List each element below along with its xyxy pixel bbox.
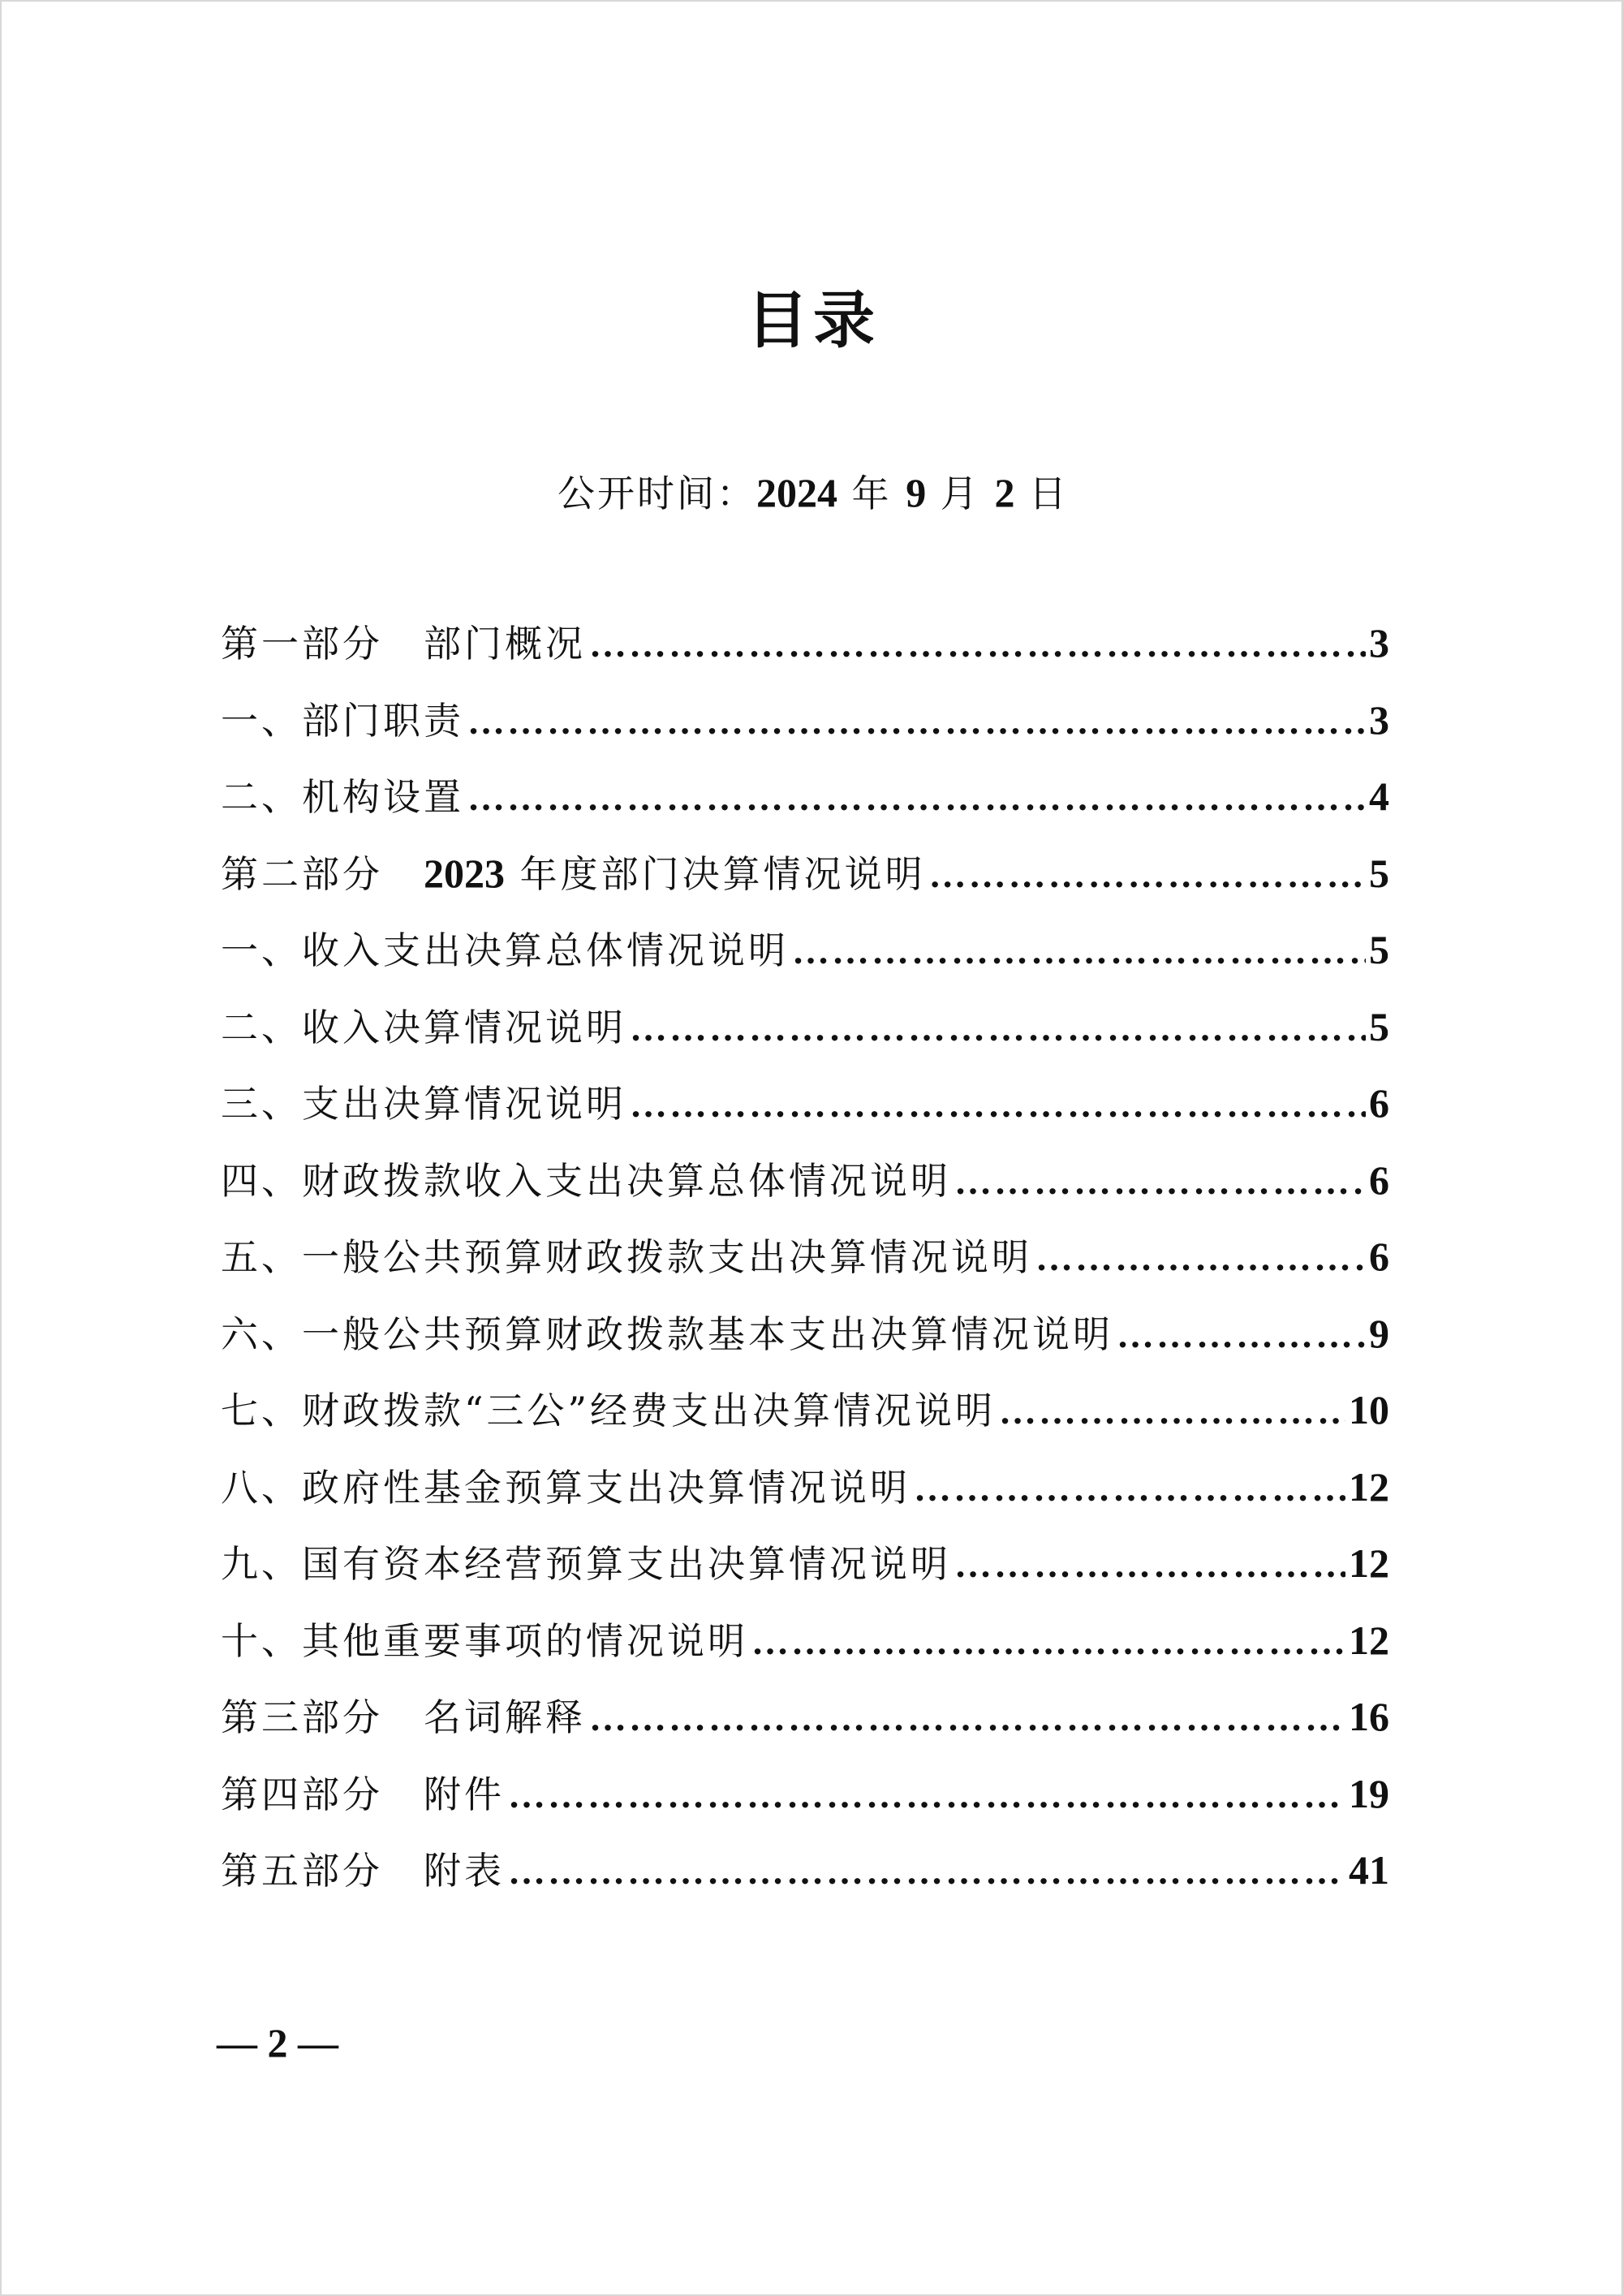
toc-entry-expenditure[interactable] [221,1080,1389,1160]
dot-leader [508,1853,1345,1890]
toc-entry-label-suffix: 年度部门决算情况说明 [505,851,926,896]
dot-leader [508,1777,1345,1814]
publish-date [2,472,1623,513]
toc-entry-page: 12 [1349,1540,1389,1586]
toc-entry-state-capital[interactable] [221,1540,1389,1620]
toc-entry-label: 七、财政拨款“三公”经费支出决算情况说明 [221,1389,997,1432]
publish-year-unit: 年 [837,472,906,515]
dot-leader [1035,1239,1366,1277]
dot-leader [589,1699,1345,1737]
toc-entry-label: 一、收入支出决算总体情况说明 [221,928,789,972]
page-number: — 2 — [217,2020,338,2066]
toc-entry-part1[interactable] [221,622,1389,700]
toc-entry-page: 6 [1369,1157,1389,1203]
toc-entry-page: 19 [1349,1770,1389,1816]
toc-entry-label: 第五部分 附表 [221,1849,505,1893]
publish-year: 2024 [756,470,837,515]
toc-entry-page: 9 [1369,1310,1389,1356]
toc-entry-income[interactable] [221,1003,1389,1083]
toc-entry-label: 第四部分 附件 [221,1772,505,1816]
toc-entry-page: 3 [1369,620,1389,666]
toc-entry-page: 6 [1369,1234,1389,1279]
toc-entry-overall[interactable] [221,929,1389,1006]
toc-entry-fiscal-overall[interactable] [221,1157,1389,1237]
publish-month-unit: 月 [926,472,995,515]
toc-entry-label-year: 2023 [424,850,505,896]
publish-date-label: 公开时间： [557,472,756,515]
dot-leader [630,1010,1366,1047]
dot-leader [999,1393,1345,1430]
toc-entry-label: 一、部门职责 [221,698,464,743]
toc-entry-page: 5 [1369,927,1389,972]
page-title: 目录 [747,284,880,356]
toc-entry-other-matters[interactable] [221,1617,1389,1697]
toc-entry-label: 第一部分 部门概况 [221,622,586,666]
toc-entry-label: 第三部分 名词解释 [221,1695,586,1739]
toc-entry-page: 5 [1369,850,1389,896]
toc-entry-basic-expenditure[interactable] [221,1310,1389,1390]
dot-leader [589,626,1366,663]
toc-entry-label: 八、政府性基金预算支出决算情况说明 [221,1465,911,1510]
dot-leader [954,1163,1366,1200]
dot-leader [1117,1316,1366,1354]
toc-entry-page: 3 [1369,696,1389,743]
toc-entry-structure[interactable] [221,773,1389,853]
toc-entry-page: 5 [1369,1003,1389,1049]
toc-entry-page: 12 [1349,1463,1389,1510]
dot-leader [954,1546,1345,1583]
toc-entry-label: 四、财政拨款收入支出决算总体情况说明 [221,1158,951,1203]
toc-entry-part4[interactable] [221,1770,1389,1850]
toc-entry-duties[interactable] [221,696,1389,777]
toc-entry-page: 6 [1369,1080,1389,1126]
toc-entry-label-prefix: 第二部分 [221,851,424,896]
table-of-contents [221,622,1389,1927]
toc-entry-label: 三、支出决算情况说明 [221,1082,626,1126]
toc-entry-page: 12 [1349,1617,1389,1663]
toc-entry-page: 4 [1369,773,1389,819]
publish-day-unit: 日 [1014,472,1070,515]
dot-leader [914,1470,1345,1507]
toc-entry-label: 十、其他重要事项的情况说明 [221,1618,748,1663]
toc-entry-part2[interactable] [221,850,1389,930]
toc-entry-label: 五、一般公共预算财政拨款支出决算情况说明 [221,1235,1032,1279]
publish-day: 2 [994,470,1015,515]
toc-entry-label: 二、收入决算情况说明 [221,1005,626,1049]
dot-leader [467,779,1366,816]
dot-leader [751,1623,1345,1661]
publish-month: 9 [906,470,927,515]
toc-entry-part3[interactable] [221,1696,1389,1773]
toc-entry-part5[interactable] [221,1847,1389,1927]
toc-entry-government-fund[interactable] [221,1463,1389,1544]
dot-leader [467,703,1366,740]
toc-entry-label: 九、国有资本经营预算支出决算情况说明 [221,1542,951,1586]
toc-entry-label: 六、一般公共预算财政拨款基本支出决算情况说明 [221,1312,1113,1356]
toc-entry-page: 10 [1349,1387,1389,1432]
dot-leader [630,1086,1366,1123]
toc-entry-label: 二、机构设置 [221,775,464,819]
toc-entry-general-budget[interactable] [221,1236,1389,1313]
dot-leader [792,933,1366,970]
dot-leader [929,856,1366,894]
toc-entry-page: 41 [1349,1847,1389,1893]
toc-entry-three-public[interactable] [221,1389,1389,1467]
toc-entry-label [221,850,926,896]
toc-entry-page: 16 [1349,1694,1389,1739]
